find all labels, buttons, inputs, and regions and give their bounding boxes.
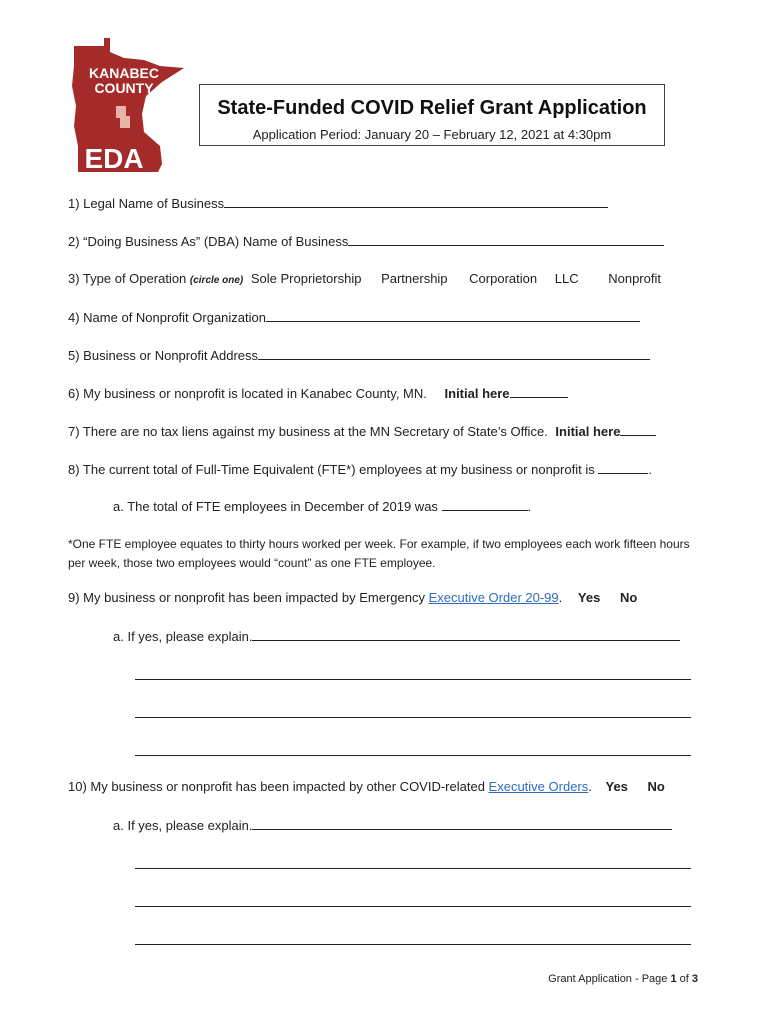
explain-field-q9[interactable]	[252, 628, 680, 641]
dba-name-field[interactable]	[348, 233, 664, 246]
period: .	[558, 590, 563, 605]
logo-line-3: EDA	[84, 143, 144, 174]
page-title: State-Funded COVID Relief Grant Application	[217, 97, 647, 119]
option-corporation[interactable]: Corporation	[469, 271, 538, 286]
initial-field-q7[interactable]	[620, 423, 656, 436]
nonprofit-name-field[interactable]	[266, 309, 640, 322]
initial-field-q6[interactable]	[510, 385, 568, 398]
explain-line[interactable]	[135, 717, 691, 718]
question-2	[68, 233, 664, 249]
logo-line-1: KANABEC	[89, 65, 159, 81]
question-8	[68, 461, 652, 477]
question-6-label: 6) My business or nonprofit is located in Kanabec County, MN.	[68, 386, 427, 401]
explain-line[interactable]	[135, 755, 691, 756]
explain-line[interactable]	[135, 944, 691, 945]
fte-2019-field[interactable]	[442, 498, 528, 511]
logo-line-2: COUNTY	[94, 80, 154, 96]
no-option[interactable]: No	[619, 590, 638, 605]
footer-of: of	[676, 973, 692, 985]
fte-current-field[interactable]	[598, 461, 648, 474]
question-1	[68, 195, 608, 211]
explain-line[interactable]	[135, 868, 691, 869]
no-option[interactable]: No	[647, 779, 665, 794]
explain-field-q10[interactable]	[252, 817, 672, 830]
option-partnership[interactable]: Partnership	[381, 271, 448, 286]
period: .	[527, 499, 532, 514]
period: .	[648, 462, 652, 477]
question-10a	[113, 817, 672, 833]
question-1-label: 1) Legal Name of Business	[68, 196, 225, 211]
question-9a	[113, 628, 680, 644]
title-box	[199, 84, 665, 146]
question-8a-label: a. The total of FTE employees in December of 2019 was	[113, 499, 442, 514]
option-llc[interactable]: LLC	[554, 271, 579, 286]
circle-one-hint: (circle one)	[189, 275, 244, 286]
question-3	[68, 271, 661, 286]
question-9a-label: a. If yes, please explain.	[113, 629, 253, 644]
option-nonprofit[interactable]: Nonprofit	[608, 271, 661, 286]
explain-line[interactable]	[135, 906, 691, 907]
question-3-label: 3) Type of Operation	[68, 271, 190, 286]
question-5-label: 5) Business or Nonprofit Address	[68, 348, 259, 363]
address-field[interactable]	[258, 347, 650, 360]
executive-orders-link[interactable]: Executive Orders	[488, 779, 589, 794]
question-7	[68, 423, 656, 439]
question-9	[68, 590, 637, 605]
question-7-label: 7) There are no tax liens against my business at the MN Secretary of State’s Office.	[68, 424, 548, 439]
question-6	[68, 385, 568, 401]
question-4-label: 4) Name of Nonprofit Organization	[68, 310, 266, 325]
footer-page-number: 1	[670, 973, 677, 985]
option-sole-proprietorship[interactable]: Sole Proprietorship	[250, 271, 362, 286]
question-2-label: 2) “Doing Business As” (DBA) Name of Business	[68, 234, 349, 249]
footer-total-pages: 3	[691, 973, 698, 985]
question-9-label: 9) My business or nonprofit has been impacted by Emergency	[68, 590, 429, 605]
page-footer	[548, 973, 698, 985]
initial-here-label: Initial here	[444, 386, 510, 401]
question-10a-label: a. If yes, please explain.	[113, 818, 253, 833]
executive-order-20-99-link[interactable]: Executive Order 20-99	[428, 590, 559, 605]
footer-prefix: Grant Application - Page	[548, 973, 671, 985]
question-10	[68, 779, 665, 794]
question-4	[68, 309, 640, 325]
question-8a	[113, 498, 531, 514]
initial-here-label: Initial here	[555, 424, 621, 439]
legal-name-field[interactable]	[224, 195, 608, 208]
yes-option[interactable]: Yes	[605, 779, 628, 794]
fte-note: *One FTE employee equates to thirty hours worked per week. For example, if two employees each work fifteen hours per week, those two employees would “count” as one FTE employee.	[68, 537, 690, 570]
application-period: Application Period: January 20 – February 12, 2021 at 4:30pm	[252, 127, 612, 142]
period: .	[588, 779, 592, 794]
yes-option[interactable]: Yes	[577, 590, 601, 605]
question-10-label: 10) My business or nonprofit has been impacted by other COVID-related	[68, 779, 489, 794]
question-8-label: 8) The current total of Full-Time Equivalent (FTE*) employees at my business or nonprofit is	[68, 462, 599, 477]
explain-line[interactable]	[135, 679, 691, 680]
question-5	[68, 347, 650, 363]
kanabec-county-eda-logo	[64, 36, 188, 176]
